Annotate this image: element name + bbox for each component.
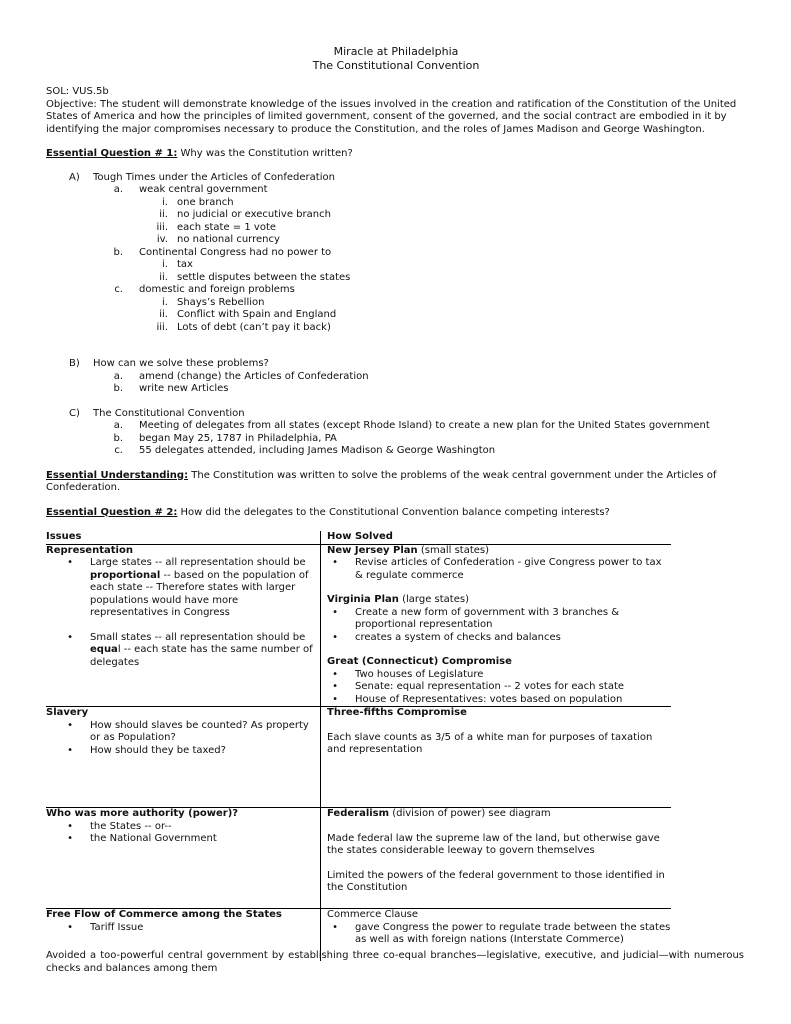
table-row [46,808,671,909]
outline-text: one branch [177,196,234,208]
bullet-text: the National Government [90,833,217,844]
outline-item [46,309,746,322]
outline-text: no national currency [177,234,280,245]
bullet-text: How should slaves be counted? As property or as Population? [90,719,309,743]
outline-marker: b. [113,432,123,444]
outline-text: Conflict with Spain and England [177,309,337,320]
federalism-paragraph: Made federal law the supreme law of the land, but otherwise gave the states considerable leeway to govern themselves [327,832,660,856]
bullet-icon: • [332,681,338,692]
issue-cell [46,544,321,707]
essential-understanding [46,470,746,495]
eq1-text: Why was the Constitution written? [177,148,353,159]
bullet-text: Create a new form of government with 3 branches & proportional representation [355,606,620,630]
outline-c [46,408,746,421]
bullet-icon: • [332,921,338,933]
three-fifths-text: Each slave counts as 3/5 of a white man for purposes of taxation and representation [327,731,653,755]
outline-text: weak central government [139,184,268,195]
page-title [46,45,746,73]
outline-text: settle disputes between the states [177,271,351,283]
bullet-text: Revise articles of Confederation - give Congress power to tax & regulate commerce [355,557,662,581]
issues-header: Issues [46,531,321,544]
table-header-row [46,531,671,544]
great-compromise: Great (Connecticut) Compromise [327,656,512,667]
issues-table [46,531,671,961]
outline-item [46,383,746,396]
bullet-text: the States -- or-- [90,820,172,832]
federalism-paragraph: Limited the powers of the federal government to those identified in the Constitution [327,869,665,893]
bullet-text: gave Congress the power to regulate trade between the states as well as with foreign nations (Interstate Commerce) [355,921,671,945]
outline-marker: a. [113,184,123,195]
outline-marker: ii. [159,309,168,320]
eq2-text: How did the delegates to the Constitutional Convention balance competing interests? [177,506,610,518]
bullet-icon: • [332,693,338,705]
outline-item [46,371,746,384]
bullet-text: How should they be taxed? [90,744,226,756]
outline-text: Shays’s Rebellion [177,296,265,308]
table-row [46,544,671,707]
outline-marker: ii. [159,271,168,283]
bullet-text: l -- each state has the same number of delegates [90,644,313,668]
plan-note: (large states) [398,594,469,605]
row-heading: Representation [46,544,133,556]
outline-marker: C) [69,407,80,419]
outline-item [46,433,746,446]
solution-cell [321,808,672,909]
outline-marker: a. [113,370,123,382]
solution-cell [321,707,672,808]
bullet-icon: • [67,557,73,568]
outline-a [46,172,746,185]
bullet-item [327,557,671,582]
outline-a-b [46,247,746,260]
bullet-text: Senate: equal representation -- 2 votes for each state [355,681,625,692]
outline-marker: c. [114,284,123,295]
bullet-text: House of Representatives: votes based on population [355,693,623,705]
row-heading: Who was more authority (power)? [46,808,239,819]
row-heading: Free Flow of Commerce among the States [46,909,282,920]
outline-marker: iii. [156,221,168,233]
outline-text: no judicial or executive branch [177,209,331,220]
federalism-line [327,808,671,821]
bullet-item [46,632,316,670]
title-line-1: Miracle at Philadelphia [333,45,459,58]
bullet-text: -- based on the population of each state -- Therefore states with larger populations would have more representatives in Congress [90,569,309,618]
bullet-item [327,607,671,632]
plan-name: New Jersey Plan [327,544,418,556]
eu-text: The Constitution was written to solve the problems of the weak central government under the Articles of Confederation. [46,469,717,493]
bullet-text: Two houses of Legislature [355,668,484,680]
essential-question-2 [46,507,746,520]
table-row [46,707,671,808]
issue-cell [46,707,321,808]
bullet-text: Small states -- all representation should be [90,631,306,643]
bullet-icon: • [332,606,338,618]
bullet-item [327,922,671,947]
three-fifths-heading: Three-fifths Compromise [327,707,467,718]
commerce-clause: Commerce Clause [327,909,419,920]
bullet-text: Large states -- all representation should be [90,557,306,568]
outline-text: Tough Times under the Articles of Confederation [93,171,335,183]
outline-marker: iv. [156,234,168,245]
outline-marker: ii. [159,209,168,220]
how-solved-header: How Solved [321,531,672,544]
objective-text: Objective: The student will demonstrate knowledge of the issues involved in the creation and ratification of the Constitution of the United States of America and how the principles of limited government, consent of the governed, and the social contract are embodied in it by identifying the major compromises necessary to produce the Constitution, and the roles of James Madison and George Washington. [46,98,737,135]
bullet-item [46,821,316,834]
plan-note: (small states) [417,544,490,556]
eq2-label: Essential Question # 2: [46,506,178,518]
outline-marker: A) [69,171,80,183]
outline-item [46,420,746,433]
bullet-item [46,833,316,846]
outline-marker: b. [113,383,123,394]
bullet-icon: • [67,820,73,832]
outline-text: How can we solve these problems? [93,358,269,369]
outline-text: domestic and foreign problems [139,284,295,295]
essential-question-1 [46,148,746,161]
federalism-note: (division of power) see diagram [389,808,551,819]
outline-text: each state = 1 vote [177,221,277,233]
outline-marker: b. [113,246,123,258]
outline-text: 55 delegates attended, including James Madison & George Washington [139,445,496,456]
federalism-term: Federalism [327,808,390,819]
outline-text: began May 25, 1787 in Philadelphia, PA [139,432,337,444]
bullet-item [46,745,316,758]
outline-item [46,445,746,458]
outline-text: The Constitutional Convention [93,407,245,419]
outline-item [46,272,746,285]
bullet-item [327,694,671,707]
outline-text: Continental Congress had no power to [139,246,332,258]
outline-text: write new Articles [139,383,229,394]
bullet-item [327,632,671,645]
outline-marker: i. [162,259,168,270]
bullet-item [46,720,316,745]
outline-item [46,197,746,210]
plan-name: Virginia Plan [327,594,399,605]
outline [46,172,746,458]
outline-text: amend (change) the Articles of Confederation [139,370,369,382]
bullet-icon: • [67,744,73,756]
bullet-item [46,922,316,935]
outline-item [46,234,746,247]
outline-item [46,222,746,235]
outline-marker: i. [162,296,168,308]
va-plan [327,594,671,607]
bullet-text: creates a system of checks and balances [355,631,561,643]
outline-marker: B) [69,358,80,369]
bullet-icon: • [332,557,338,568]
bullet-text: Tariff Issue [90,921,144,933]
solution-cell [321,544,672,707]
bullet-item [327,681,671,694]
outline-item [46,259,746,272]
bullet-bold: proportional [90,569,161,581]
bullet-icon: • [67,833,73,844]
bullet-icon: • [67,631,73,643]
bullet-item [327,669,671,682]
sol-code: SOL: VUS.5b [46,86,109,97]
outline-b [46,358,746,371]
outline-item [46,322,746,335]
outline-text: Meeting of delegates from all states (except Rhode Island) to create a new plan for the United States government [139,420,710,431]
issue-cell [46,808,321,909]
outline-a-c [46,284,746,297]
outline-marker: iii. [156,321,168,333]
worksheet-page [46,45,746,961]
bullet-icon: • [67,719,73,731]
outline-text: tax [177,259,193,270]
eu-label: Essential Understanding: [46,469,189,481]
outline-marker: i. [162,196,168,208]
outline-a-a [46,184,746,197]
bullet-icon: • [332,631,338,643]
bullet-icon: • [332,668,338,680]
eq1-label: Essential Question # 1: [46,148,178,159]
row-heading: Slavery [46,707,89,718]
outline-item [46,297,746,310]
title-line-2: The Constitutional Convention [312,59,480,72]
outline-text: Lots of debt (can’t pay it back) [177,321,331,333]
bullet-item [46,557,316,620]
closing-paragraph: Avoided a too-powerful central government by establishing three co-equal branches—legislative, executive, and judicial—with numerous checks and balances among them [46,950,744,974]
bullet-icon: • [67,921,73,933]
bullet-bold: equa [90,644,118,655]
outline-marker: a. [113,420,123,431]
outline-item [46,209,746,222]
outline-marker: c. [114,445,123,456]
nj-plan [327,545,671,558]
